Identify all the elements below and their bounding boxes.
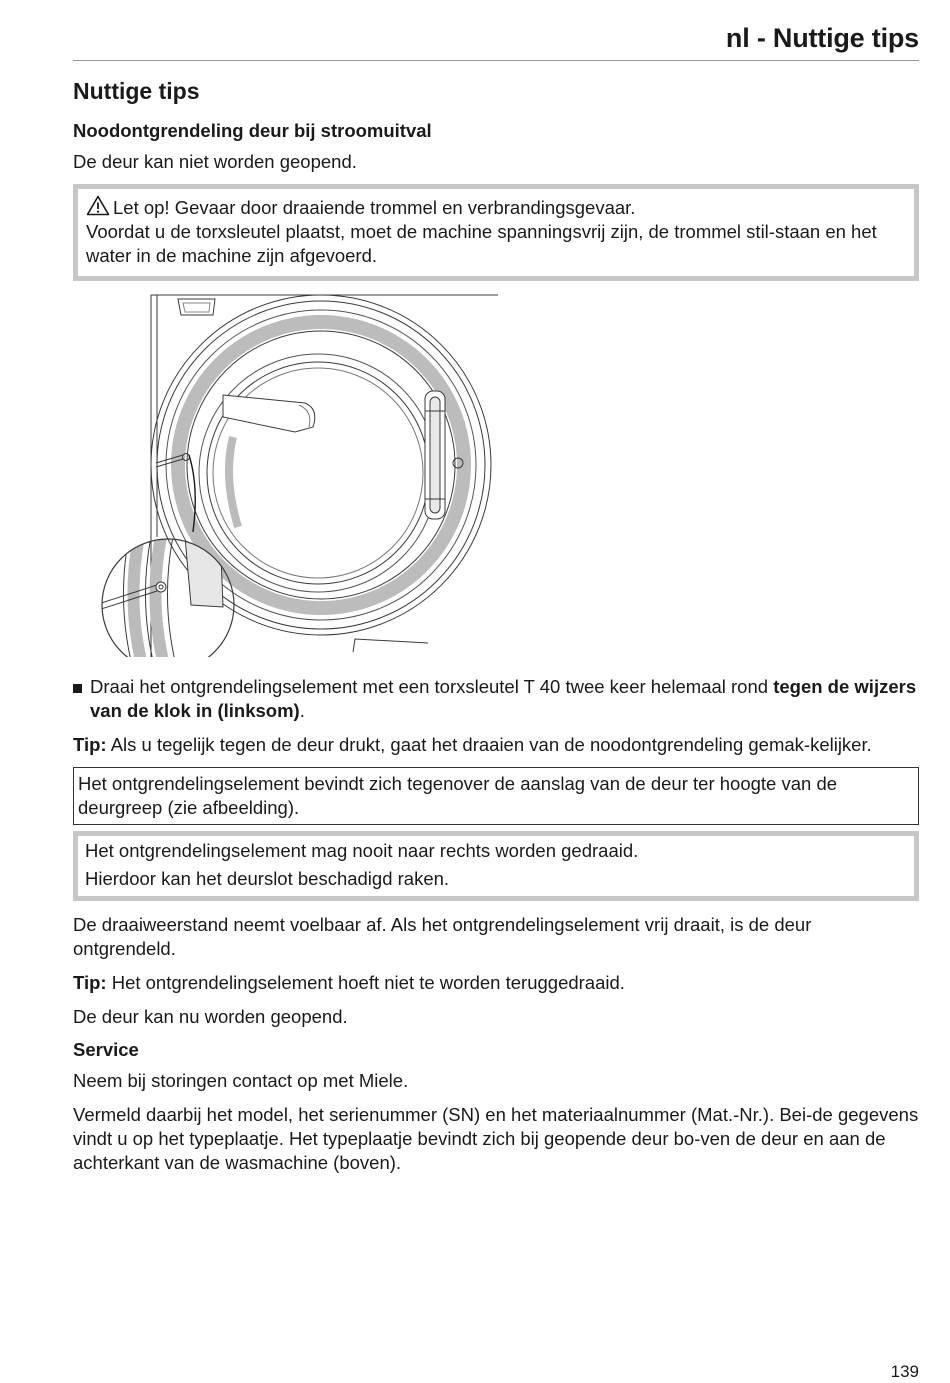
bullet-square-icon [73,684,82,693]
emergency-heading: Noodontgrendeling deur bij stroomuitval [73,120,432,141]
warning-box [73,184,919,281]
service-paragraph-2: Vermeld daarbij het model, het serienummer (SN) en het materiaalnummer (Mat.-Nr.). Bei-de gegevens vindt u op het typeplaatje. Het typeplaatje bevindt zich bij geopende deur bo-ven de deur en aan de achterkant van de wasmachine (boven). [73,1104,919,1173]
tip-2-text: Het ontgrendelingselement hoeft niet te worden teruggedraaid. [106,972,625,993]
caution-box [73,831,919,901]
step-text-bold: tegen de wijzers van de klok in (linksom) [90,676,917,721]
header-title: nl - Nuttige tips [725,23,919,53]
tip-1 [73,733,919,757]
warning-triangle-icon [86,195,110,216]
note-text: Het ontgrendelingselement bevindt zich tegenover de aanslag van de deur ter hoogte van de deurgreep (zie afbeelding). [78,773,838,818]
step-text: Draai het ontgrendelingselement met een torxsleutel T 40 twee keer helemaal rond [90,676,774,697]
service-paragraph-1: Neem bij storingen contact op met Miele. [73,1070,409,1091]
caution-line-1: Het ontgrendelingselement mag nooit naar rechts worden gedraaid. [85,840,639,861]
page-header [73,20,919,61]
washing-machine-door-unlock-illustration [73,287,513,657]
note-box [73,767,919,825]
tip-2-label: Tip: [73,972,107,993]
emergency-intro: De deur kan niet worden geopend. [73,151,357,172]
instruction-text [90,675,919,723]
step-text-end: . [299,700,305,721]
section-title: Nuttige tips [73,78,200,104]
final-text: De deur kan nu worden geopend. [73,1006,348,1027]
warning-text-1: Let op! Gevaar door draaiende trommel en verbrandingsgevaar. [113,197,636,218]
warning-line-1 [86,195,904,220]
page-number: 139 [890,1362,919,1381]
warning-line-2: Voordat u de torxsleutel plaatst, moet de machine spanningsvrij zijn, de trommel stil-staan en het water in de machine zijn afgevoerd. [86,221,877,266]
door-illustration-svg [73,287,513,657]
tip-1-text: Als u tegelijk tegen de deur drukt, gaat het draaien van de noodontgrendeling gemak-kelijker. [106,734,872,755]
instruction-step [73,675,919,723]
page-content [73,78,919,1185]
caution-line-2: Hierdoor kan het deurslot beschadigd raken. [85,868,450,889]
result-text: De draaiweerstand neemt voelbaar af. Als het ontgrendelingselement vrij draait, is de deur ontgrendeld. [73,914,812,959]
tip-1-label: Tip: [73,734,107,755]
service-heading: Service [73,1039,139,1060]
tip-2 [73,971,919,995]
